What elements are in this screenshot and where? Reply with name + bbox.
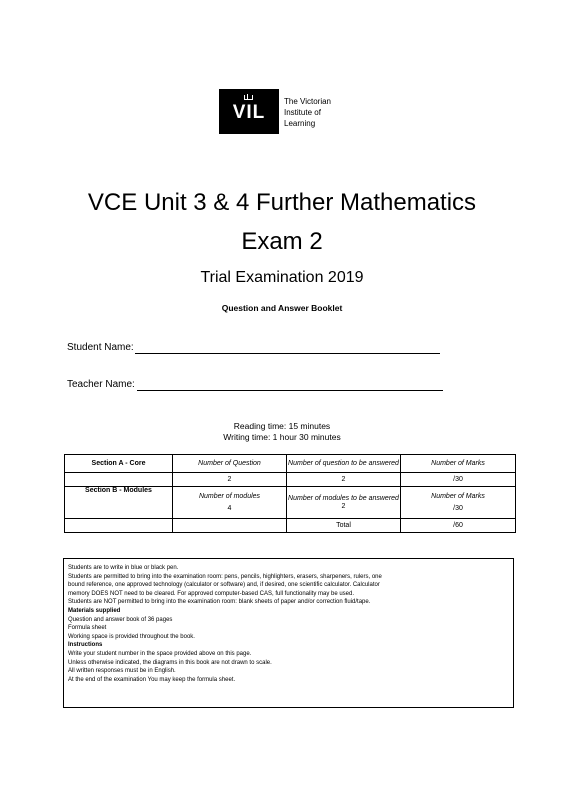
col-header-marks-b: Number of Marks [431, 492, 485, 500]
note-line: Students are to write in blue or black pen. [68, 565, 179, 571]
table-cell [401, 487, 516, 519]
logo-caption-line: Institute of [284, 108, 321, 117]
table-row [65, 519, 516, 533]
table-cell-value: 2 [341, 502, 346, 510]
student-name-label: Student Name: [67, 342, 134, 353]
instructions-box [63, 558, 514, 708]
note-line: Formula sheet [68, 625, 107, 632]
table-cell-value: /30 [453, 504, 463, 512]
note-line: Write your student number in the space provided above on this page. [68, 650, 252, 657]
col-header-modules: Number of modules [198, 492, 261, 500]
table-row [65, 487, 516, 519]
table-cell: /30 [401, 473, 516, 487]
note-line: At the end of the examination You may keep the formula sheet. [68, 676, 236, 683]
table-row [65, 455, 516, 473]
total-label: Total [287, 519, 401, 533]
note-line: Unless otherwise indicated, the diagrams in this book are not drawn to scale. [68, 659, 272, 666]
table-cell [65, 519, 173, 533]
vil-logo [219, 89, 279, 134]
reading-time: Reading time: 15 minutes [233, 421, 331, 431]
table-cell [287, 487, 401, 519]
exam-times [0, 421, 564, 443]
materials-heading: Materials supplied [68, 607, 121, 614]
table-cell [173, 487, 287, 519]
logo-caption-line: Learning [284, 119, 316, 128]
col-header-to-answer: Number of question to be answered [287, 455, 401, 473]
logo-caption-line: The Victorian [284, 97, 331, 106]
table-cell-value: 4 [227, 504, 232, 512]
exam-structure-table [64, 454, 516, 533]
note-line: Question and answer book of 36 pages [68, 616, 173, 623]
table-cell: 2 [173, 473, 287, 487]
exam-title: VCE Unit 3 & 4 Further Mathematics [87, 189, 477, 216]
table-cell [173, 519, 287, 533]
logo-caption [284, 96, 331, 129]
table-cell: 2 [287, 473, 401, 487]
section-b-label: Section B - Modules [65, 487, 173, 519]
col-header-modules-to-answer: Number of modules to be answered [288, 494, 399, 502]
booklet-label: Question and Answer Booklet [221, 303, 343, 313]
table-row [65, 473, 516, 487]
teacher-name-line[interactable] [137, 390, 443, 391]
logo-letters: VIL [232, 102, 266, 123]
note-line: bound reference, one approved technology (calculator or software) and, if desired, one scientific calculator. Calculator [68, 582, 380, 589]
note-line: Students are NOT permitted to bring into the examination room: blank sheets of paper and/or correction fluid/tape. [68, 599, 371, 606]
instructions-heading: Instructions [68, 642, 103, 649]
exam-number: Exam 2 [241, 228, 323, 255]
book-icon [244, 95, 253, 100]
exam-subtitle: Trial Examination 2019 [200, 269, 364, 286]
writing-time: Writing time: 1 hour 30 minutes [223, 432, 341, 442]
col-header-marks: Number of Marks [401, 455, 516, 473]
note-line: Students are permitted to bring into the examination room: pens, pencils, highlighters, erasers, sharpeners, rulers, one [68, 573, 382, 580]
note-line: Working space is provided throughout the book. [68, 633, 195, 640]
student-name-line[interactable] [135, 353, 440, 354]
note-line: memory DOES NOT need to be cleared. For approved computer-based CAS, full functionality may be used. [68, 590, 355, 597]
section-a-label: Section A - Core [65, 455, 173, 473]
note-line: All written responses must be in English. [68, 668, 176, 675]
total-marks: /60 [401, 519, 516, 533]
col-header-questions: Number of Question [173, 455, 287, 473]
teacher-name-label: Teacher Name: [67, 379, 135, 390]
table-cell [65, 473, 173, 487]
